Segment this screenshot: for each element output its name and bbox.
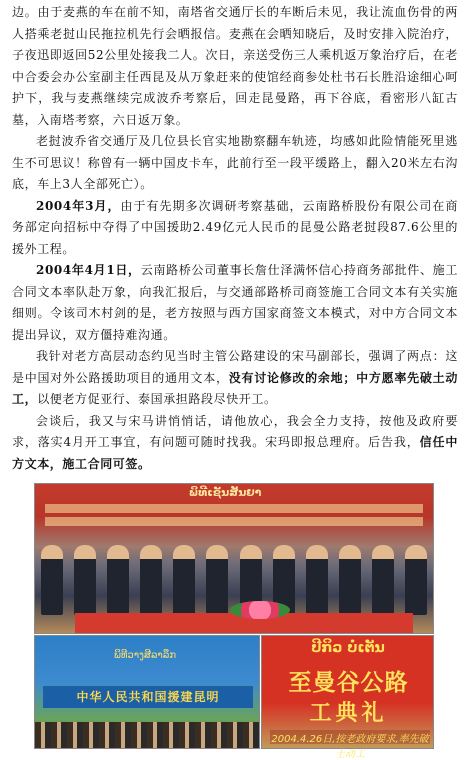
photo-caption: 2004.4.26日,按老政府要求,率先破土动工 <box>270 730 430 744</box>
photo-banner-line-2: 工典礼 <box>309 701 388 726</box>
paragraph-3 <box>12 196 458 261</box>
paragraph-4 <box>12 260 458 346</box>
photo-lao-text: ພິທີວາງສີລາລຶກ <box>113 650 177 661</box>
paragraph-3-date: 2004年3月， <box>36 198 121 213</box>
photo-people <box>35 535 433 615</box>
paragraph-2 <box>12 131 458 196</box>
paragraph-5 <box>12 346 458 411</box>
photo-banner-title: ພິທີເຊັນສັນຍາ <box>188 486 262 499</box>
person-figure <box>107 545 129 615</box>
paragraph-4-text: 云南路桥公司董事长詹仕泽满怀信心持商务部批件、施工合同文本率队赴万象，向我汇报后，与交通部路桥司商签施工合同文本有关实施细则。令该司木村剑的是，老方按照与西方国家商签文本模式，对中方合同文本提出异议，双方僵持难沟通。 <box>12 263 458 342</box>
person-figure <box>372 545 394 615</box>
photo-banner-line <box>45 517 423 526</box>
flower-arrangement <box>230 601 290 619</box>
paragraph-1 <box>12 2 458 131</box>
paragraph-4-date: 2004年4月1日， <box>36 263 141 277</box>
paragraph-5-bold: 没有讨论修改的余地；中方愿率先破土动工， <box>12 370 458 406</box>
photo-blue-banner: 中华人民共和国援建昆明 <box>43 686 253 708</box>
paragraph-1-text: 边。由于麦燕的车在前不知，南塔省交通厅长的车断后未见，我让流血伤骨的两人搭乘老挝山民拖拉机先行会晒报信。麦燕在会晒知晓后，及时安排入院治疗，子夜迅即返回52公里处接我二人。次日，亲送受伤三人乘机返万象治疗后，在老中合委会办公室副主任西昆及从万象赶来的使馆经商参处杜书石长胜沿途细心呵护下，我与麦燕继续完成波乔考察后，回走昆曼路，再下谷底，看密形八缸古墓，入南塔考察，六日返万象。 <box>12 5 458 127</box>
paragraph-2-text: 老挝波乔省交通厅及几位县长官实地勘察翻车轨迹，均感如此险情能死里逃生不可思议！称曾有一辆中国皮卡车，此前行至一段平缓路上，翻入20米左右沟底，车上3人全部死亡）。 <box>12 134 458 191</box>
photo-crowd <box>35 722 259 748</box>
groundbreaking-banner-photo <box>261 635 434 760</box>
person-figure <box>306 545 328 615</box>
paragraph-5-text: 我针对老方高层动态约见当时主管公路建设的宋马副部长，强调了两点：这是中国对外公路援助项目的通用文本， <box>12 349 458 385</box>
photo-banner-line-1: 至曼谷公路 <box>288 670 409 696</box>
person-figure <box>339 545 361 615</box>
paragraph-6-text: 会谈后，我又与宋马讲悄悄话，请他放心，我会全力支持，按他及政府要求，落实4月开工事宜，有问题可随时找我。宋玛即报总理府。后告我， <box>12 413 458 449</box>
groundbreaking-stage-photo <box>34 635 260 749</box>
photo-lao-heading: ປີກິວ ບໍ່ເຕັນ <box>311 640 385 656</box>
person-figure <box>140 545 162 615</box>
paragraph-6 <box>12 411 458 476</box>
paragraph-6-bold: 信任中方文本，施工合同可签。 <box>12 435 458 471</box>
person-figure <box>405 545 427 615</box>
article-text <box>12 2 458 475</box>
paragraph-5-tail: 以便老方促亚行、泰国承担路段尽快开工。 <box>37 392 277 406</box>
person-figure <box>74 545 96 615</box>
person-figure <box>173 545 195 615</box>
photo-banner-sub <box>45 504 423 513</box>
signing-ceremony-photo <box>34 483 434 634</box>
person-figure <box>206 545 228 615</box>
person-figure <box>41 545 63 615</box>
paragraph-3-text: 由于有先期多次调研考察基础，云南路桥股份有限公司在商务部定向招标中夺得了中国援助2.49亿元人民币的昆曼公路老挝段87.6公里的援外工程。 <box>12 198 458 256</box>
